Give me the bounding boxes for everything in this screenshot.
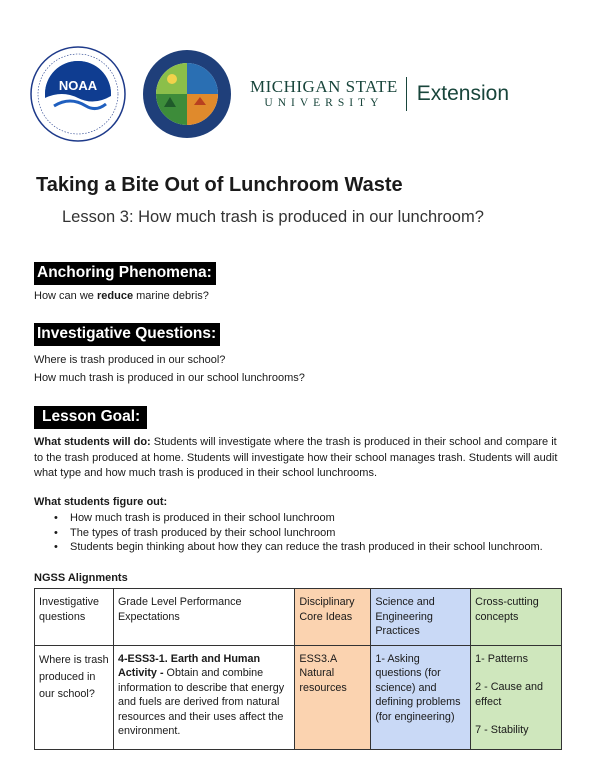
header-practices: Science and Engineering Practices	[371, 589, 471, 646]
header-crosscutting: Cross-cutting concepts	[471, 589, 562, 646]
investigative-heading: Investigative Questions:	[34, 323, 220, 346]
msu-extension-text: Extension	[416, 82, 510, 105]
will-do-text: Students will investigate where the trash is produced in their school and compare it to the trash produced at home. Students will investigate how their school manages trash. Students will audit what type and how much trash is produced in their school lunchrooms.	[34, 436, 558, 479]
msu-line2: UNIVERSITY	[264, 97, 384, 109]
msu-wordmark	[250, 78, 398, 110]
list-item: • The types of trash produced by their school lunchroom	[54, 526, 543, 541]
pe-text: Obtain and combine information to describe that energy and fuels are derived from natural resources and their uses affect the environment.	[117, 667, 285, 737]
ccc-item: 2 - Cause and effect	[475, 681, 543, 708]
header-performance-expectations: Grade Level Performance Expectations	[113, 589, 294, 646]
ccc-item: 7 - Stability	[475, 724, 529, 736]
anchoring-heading: Anchoring Phenomena:	[34, 262, 216, 285]
figure-out-label: What students figure out:	[34, 496, 168, 508]
msu-divider	[406, 77, 407, 111]
cell-practice: 1- Asking questions (for science) and defining problems (for engineering)	[371, 645, 471, 749]
investigative-question-2: How much trash is produced in our school lunchrooms?	[34, 372, 305, 384]
will-do-label: What students will do:	[34, 436, 151, 448]
list-item: • How much trash is produced in their school lunchroom	[54, 511, 543, 526]
noaa-logo	[30, 46, 126, 142]
figure-out-list	[54, 511, 543, 555]
ngss-label: NGSS Alignments	[34, 572, 128, 584]
list-item: • Students begin thinking about how they can reduce the trash produced in their school lunchroom.	[54, 540, 543, 555]
lesson-subtitle: Lesson 3: How much trash is produced in our lunchroom?	[62, 208, 484, 226]
logo-bar	[30, 44, 509, 144]
cell-crosscutting	[471, 645, 562, 749]
msu-line1: MICHIGAN STATE	[250, 77, 398, 96]
pe-code: 4-ESS3-1. Earth and Human Activity -	[117, 652, 261, 679]
document-title: Taking a Bite Out of Lunchroom Waste	[36, 174, 403, 196]
anchoring-text-a: How can we	[34, 290, 97, 302]
investigative-question-1: Where is trash produced in our school?	[34, 354, 226, 366]
table-header-row	[35, 589, 562, 646]
header-investigative-questions: Investigative questions	[35, 589, 114, 646]
cell-performance-expectation	[113, 645, 294, 749]
svg-text:NOAA: NOAA	[58, 78, 98, 93]
great-lakes-stewardship-logo	[142, 49, 232, 139]
ngss-table	[34, 588, 562, 750]
lesson-goal-heading: Lesson Goal:	[34, 406, 147, 429]
table-row	[35, 645, 562, 749]
ccc-item: 1- Patterns	[475, 652, 528, 665]
lesson-goal-text	[34, 435, 564, 482]
cell-question: Where is trash produced in our school?	[35, 645, 114, 749]
cell-core-idea: ESS3.A Natural resources	[295, 645, 371, 749]
header-core-ideas: Disciplinary Core Ideas	[295, 589, 371, 646]
anchoring-text-bold: reduce	[96, 290, 134, 302]
msu-extension-logo	[250, 74, 509, 114]
anchoring-text	[34, 288, 209, 304]
anchoring-text-b: marine debris?	[133, 290, 209, 302]
